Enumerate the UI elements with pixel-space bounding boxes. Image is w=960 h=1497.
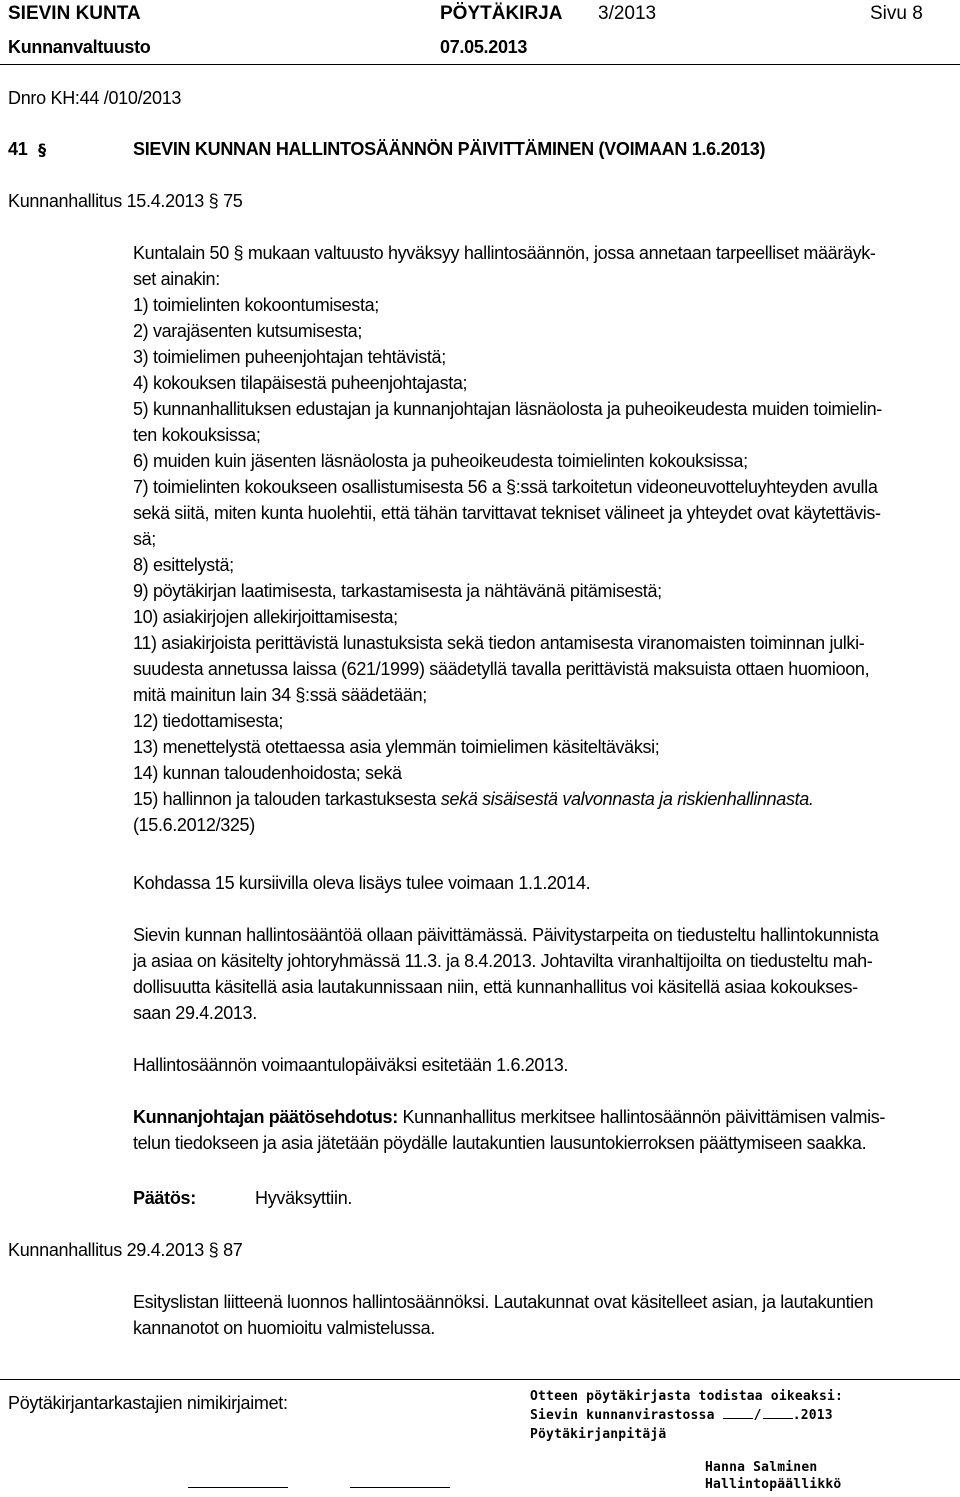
list-line: 14) kunnan taloudenhoidosta; sekä (133, 763, 402, 783)
paragraph-line: Sievin kunnan hallintosääntöä ollaan päivittämässä. Päivitystarpeita on tiedusteltu hallintokunnista (133, 925, 879, 945)
place-suffix: .2013 (792, 1408, 833, 1423)
proposal-text-2: telun tiedokseen ja asia jätetään pöydälle lautakuntien lausuntokierroksen päättymiseen saakka. (133, 1133, 867, 1153)
signature-line-1 (188, 1487, 288, 1488)
list-line: 5) kunnanhallituksen edustajan ja kunnanjohtajan läsnäolosta ja puheoikeudesta muiden toimielin- (133, 399, 882, 419)
day-blank (723, 1406, 753, 1419)
page-number: Sivu 8 (870, 3, 923, 24)
proposal-text-1: Kunnanhallitus merkitsee hallintosäännön päivittämisen valmis- (397, 1107, 886, 1127)
list-line: 11) asiakirjoista perittävistä lunastuksista sekä tiedon antamisesta viranomaisten toiminnan julki- (133, 633, 865, 653)
italic-note: Kohdassa 15 kursiivilla oleva lisäys tulee voimaan 1.1.2014. (133, 873, 591, 893)
list-line-date: (15.6.2012/325) (133, 815, 255, 835)
municipality-name: SIEVIN KUNTA (8, 3, 141, 24)
board-reference-1: Kunnanhallitus 15.4.2013 § 75 (8, 191, 243, 211)
header-rule (0, 64, 960, 65)
rule-list (133, 240, 948, 838)
list-line: ten kokouksissa; (133, 425, 261, 445)
proposal-label: Kunnanjohtajan päätösehdotus: (133, 1107, 398, 1127)
decision-text: Hyväksyttiin. (255, 1188, 353, 1208)
list-line: 1) toimielinten kokoontumisesta; (133, 295, 379, 315)
diary-number: Dnro KH:44 /010/2013 (8, 88, 182, 108)
place-prefix: Sievin kunnanvirastossa (530, 1408, 715, 1423)
final-paragraph (133, 1289, 948, 1341)
recorder-title: Hallintopäällikkö (705, 1477, 842, 1492)
month-blank (763, 1406, 793, 1419)
list-line: 2) varajäsenten kutsumisesta; (133, 321, 362, 341)
paragraph-line: ja asiaa on käsitelty johtoryhmässä 11.3. ja 8.4.2013. Johtavilta viranhaltijoilta on tiedusteltu mah- (133, 951, 873, 971)
list-line: 4) kokouksen tilapäisestä puheenjohtajasta; (133, 373, 468, 393)
item15-italic: sekä sisäisestä valvonnasta ja riskienhallinnasta. (440, 789, 814, 809)
document-number: 3/2013 (598, 3, 657, 24)
list-line: sekä siitä, miten kunta huolehtii, että tähän tarvittavat tekniset välineet ja yhteydet ovat käytettävis- (133, 503, 881, 523)
paragraph-line: dollisuutta käsitellä asia lautakunnissaan niin, että kunnanhallitus voi käsitellä asiaa kokoukses- (133, 977, 858, 997)
signature-line-2 (350, 1487, 450, 1488)
paragraph-line: kannanotot on huomioitu valmistelussa. (133, 1318, 435, 1338)
list-line: 6) muiden kuin jäsenten läsnäolosta ja puheoikeudesta toimielinten kokouksissa; (133, 451, 748, 471)
decision-label: Päätös: (133, 1188, 196, 1208)
inspector-signatures-label: Pöytäkirjantarkastajien nimikirjaimet: (8, 1393, 288, 1413)
effective-date-paragraph: Hallintosäännön voimaantulopäiväksi esitetään 1.6.2013. (133, 1055, 569, 1075)
list-line: 12) tiedottamisesta; (133, 711, 284, 731)
paragraph-line: saan 29.4.2013. (133, 1003, 257, 1023)
document-type: PÖYTÄKIRJA (440, 3, 563, 24)
paragraph-line: Esityslistan liitteenä luonnos hallintosäännöksi. Lautakunnat ovat käsitelleet asian, ja lautakuntien (133, 1292, 874, 1312)
update-paragraph (133, 922, 948, 1026)
footer-rule (0, 1379, 960, 1380)
recorder-role: Pöytäkirjanpitäjä (530, 1427, 667, 1442)
certification-place: Sievin kunnanvirastossa / .2013 (530, 1408, 833, 1423)
section-symbol: § (38, 140, 46, 159)
list-line: 9) pöytäkirjan laatimisesta, tarkastamisesta ja nähtävänä pitämisestä; (133, 581, 662, 601)
list-line: 13) menettelystä otettaessa asia ylemmän toimielimen käsiteltäväksi; (133, 737, 660, 757)
list-line-item-15 (133, 786, 948, 812)
list-line: suudesta annetussa laissa (621/1999) säädetyllä tavalla perittävistä maksuista ottaen huomioon, (133, 659, 870, 679)
list-line: 8) esittelystä; (133, 555, 234, 575)
list-line: set ainakin: (133, 269, 220, 289)
item15-regular: 15) hallinnon ja talouden tarkastuksesta (133, 789, 441, 809)
mayor-proposal (133, 1104, 948, 1156)
list-line: sä; (133, 529, 156, 549)
list-line: mitä mainitun lain 34 §:ssä säädetään; (133, 685, 427, 705)
certification-text: Otteen pöytäkirjasta todistaa oikeaksi: (530, 1389, 844, 1404)
section-number: 41 (8, 139, 28, 159)
recorder-name: Hanna Salminen (705, 1460, 818, 1475)
section-heading (8, 138, 46, 161)
meeting-body: Kunnanvaltuusto (8, 37, 151, 57)
list-line: Kuntalain 50 § mukaan valtuusto hyväksyy hallintosäännön, jossa annetaan tarpeelliset määräyk- (133, 243, 876, 263)
list-line: 7) toimielinten kokoukseen osallistumisesta 56 a §:ssä tarkoitetun videoneuvotteluyhteyden avulla (133, 477, 878, 497)
list-line: 3) toimielimen puheenjohtajan tehtävistä; (133, 347, 446, 367)
board-reference-2: Kunnanhallitus 29.4.2013 § 87 (8, 1240, 243, 1260)
meeting-date: 07.05.2013 (440, 37, 528, 57)
list-line: 10) asiakirjojen allekirjoittamisesta; (133, 607, 398, 627)
section-title: SIEVIN KUNNAN HALLINTOSÄÄNNÖN PÄIVITTÄMINEN (VOIMAAN 1.6.2013) (133, 139, 766, 159)
